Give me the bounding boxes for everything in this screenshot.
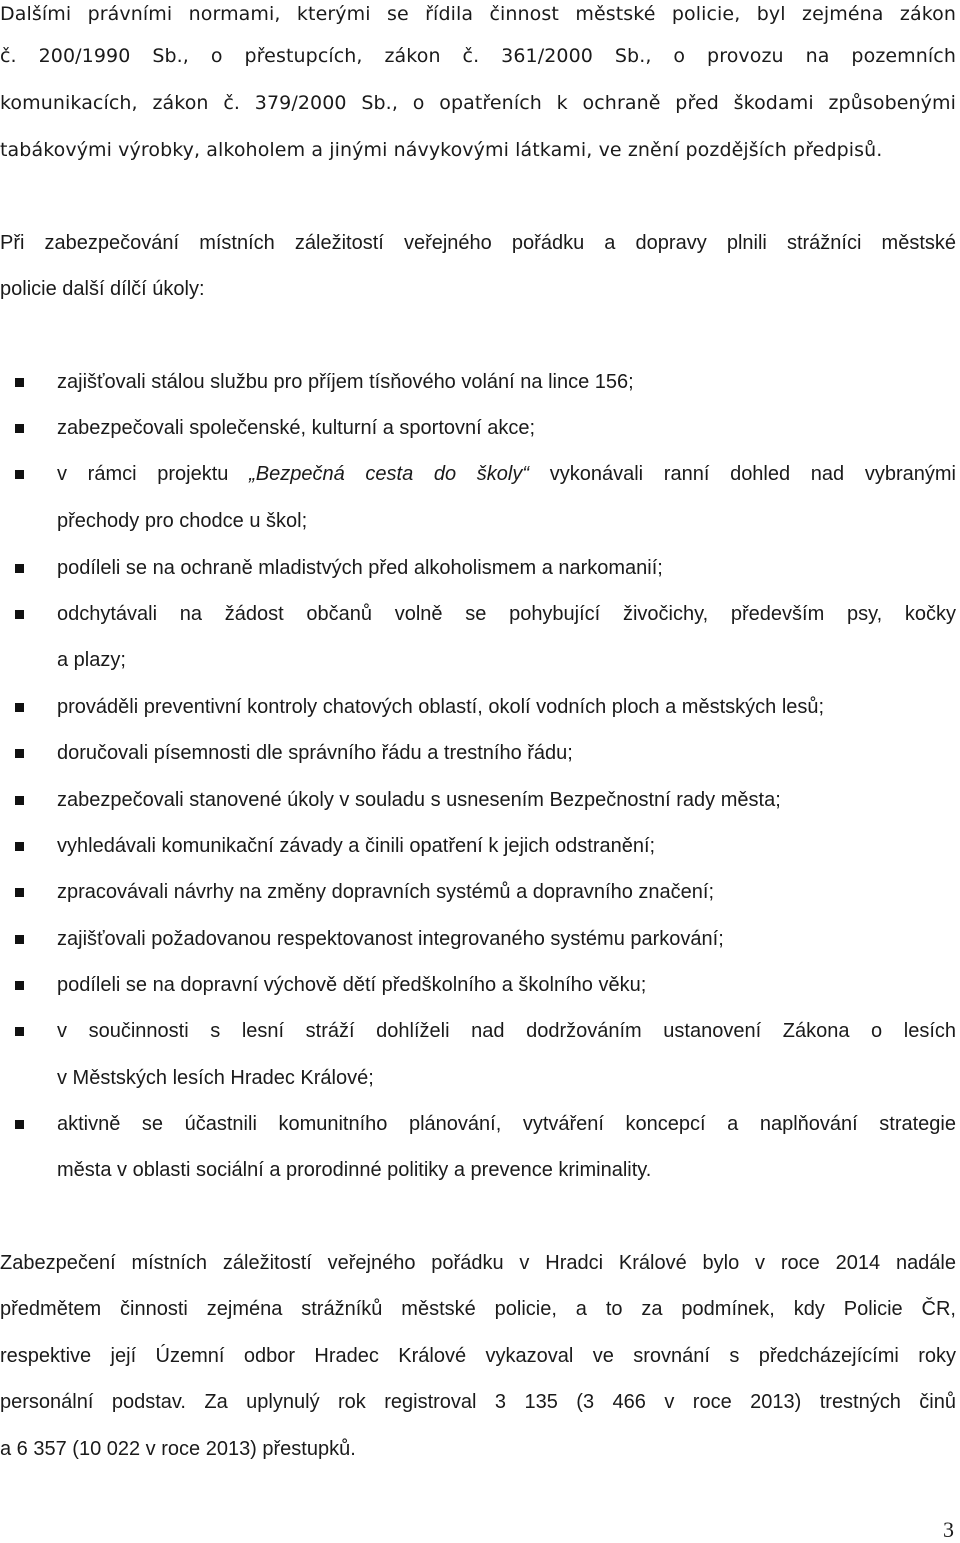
- square-bullet-icon: [15, 470, 24, 479]
- square-bullet-icon: [15, 935, 24, 944]
- intro-line: Dalšími právními normami, kterými se řídila činnost městské policie, byl zejména zákon: [0, 3, 956, 25]
- list-item-text: podíleli se na dopravní výchově dětí předškolního a školního věku;: [57, 974, 647, 996]
- list-item-text-part: vykonávali ranní dohled nad vybranými: [529, 463, 956, 485]
- summary-line: Zabezpečení místních záležitostí veřejného pořádku v Hradci Králové bylo v roce 2014 nadále: [0, 1252, 956, 1274]
- intro-line: tabákovými výrobky, alkoholem a jinými návykovými látkami, ve znění pozdějších předpisů.: [0, 139, 883, 161]
- square-bullet-icon: [15, 703, 24, 712]
- square-bullet-icon: [15, 842, 24, 851]
- square-bullet-icon: [15, 424, 24, 433]
- summary-line: respektive její Územní odbor Hradec Králové vykazoval ve srovnání s předcházejícími roky: [0, 1345, 956, 1367]
- intro-line: č. 200/1990 Sb., o přestupcích, zákon č. 361/2000 Sb., o provozu na pozemních: [0, 45, 956, 67]
- list-item-text: zabezpečovali společenské, kulturní a sportovní akce;: [57, 417, 536, 439]
- square-bullet-icon: [15, 610, 24, 619]
- list-item-text: zabezpečovali stanovené úkoly v souladu s usnesením Bezpečnostní rady města;: [57, 789, 781, 811]
- list-item-text: prováděli preventivní kontroly chatových oblastí, okolí vodních ploch a městských lesů;: [57, 696, 825, 718]
- intro-line: komunikacích, zákon č. 379/2000 Sb., o opatřeních k ochraně před škodami způsobenými: [0, 92, 956, 114]
- list-item-text: zajišťovali stálou službu pro příjem tísňového volání na lince 156;: [57, 371, 634, 393]
- square-bullet-icon: [15, 888, 24, 897]
- list-item-text: podíleli se na ochraně mladistvých před alkoholismem a narkomanií;: [57, 557, 663, 579]
- square-bullet-icon: [15, 1027, 24, 1036]
- list-item-text: v součinnosti s lesní stráží dohlíželi nad dodržováním ustanovení Zákona o lesích: [57, 1020, 956, 1042]
- list-item-text: vyhledávali komunikační závady a činili opatření k jejich odstranění;: [57, 835, 656, 857]
- summary-line: a 6 357 (10 022 v roce 2013) přestupků.: [0, 1438, 356, 1460]
- square-bullet-icon: [15, 1120, 24, 1129]
- project-name: „Bezpečná cesta do školy“: [249, 463, 530, 485]
- page-number: 3: [943, 1517, 954, 1542]
- list-item-text: a plazy;: [57, 649, 126, 671]
- list-item-text: doručovali písemnosti dle správního řádu a trestního řádu;: [57, 742, 573, 764]
- square-bullet-icon: [15, 378, 24, 387]
- square-bullet-icon: [15, 981, 24, 990]
- square-bullet-icon: [15, 749, 24, 758]
- list-item-text: zpracovávali návrhy na změny dopravních systémů a dopravního značení;: [57, 881, 715, 903]
- list-item-text: odchytávali na žádost občanů volně se pohybující živočichy, především psy, kočky: [57, 603, 956, 625]
- list-item-text: v Městských lesích Hradec Králové;: [57, 1067, 374, 1089]
- summary-line: předmětem činnosti zejména strážníků městské policie, a to za podmínek, kdy Policie ČR,: [0, 1298, 956, 1320]
- lead-line: policie další dílčí úkoly:: [0, 278, 205, 300]
- list-item-text-part: v rámci projektu: [57, 463, 250, 485]
- list-item-text: přechody pro chodce u škol;: [57, 510, 308, 532]
- square-bullet-icon: [15, 796, 24, 805]
- lead-line: Při zabezpečování místních záležitostí veřejného pořádku a dopravy plnili strážníci městské: [0, 232, 956, 254]
- summary-line: personální podstav. Za uplynulý rok registroval 3 135 (3 466 v roce 2013) trestných činů: [0, 1391, 956, 1413]
- square-bullet-icon: [15, 564, 24, 573]
- list-item-text: města v oblasti sociální a prorodinné politiky a prevence kriminality.: [57, 1159, 652, 1181]
- list-item-text: [57, 460, 956, 488]
- list-item-text: aktivně se účastnili komunitního plánování, vytváření koncepcí a naplňování strategie: [57, 1113, 956, 1135]
- list-item-text: zajišťovali požadovanou respektovanost integrovaného systému parkování;: [57, 928, 724, 950]
